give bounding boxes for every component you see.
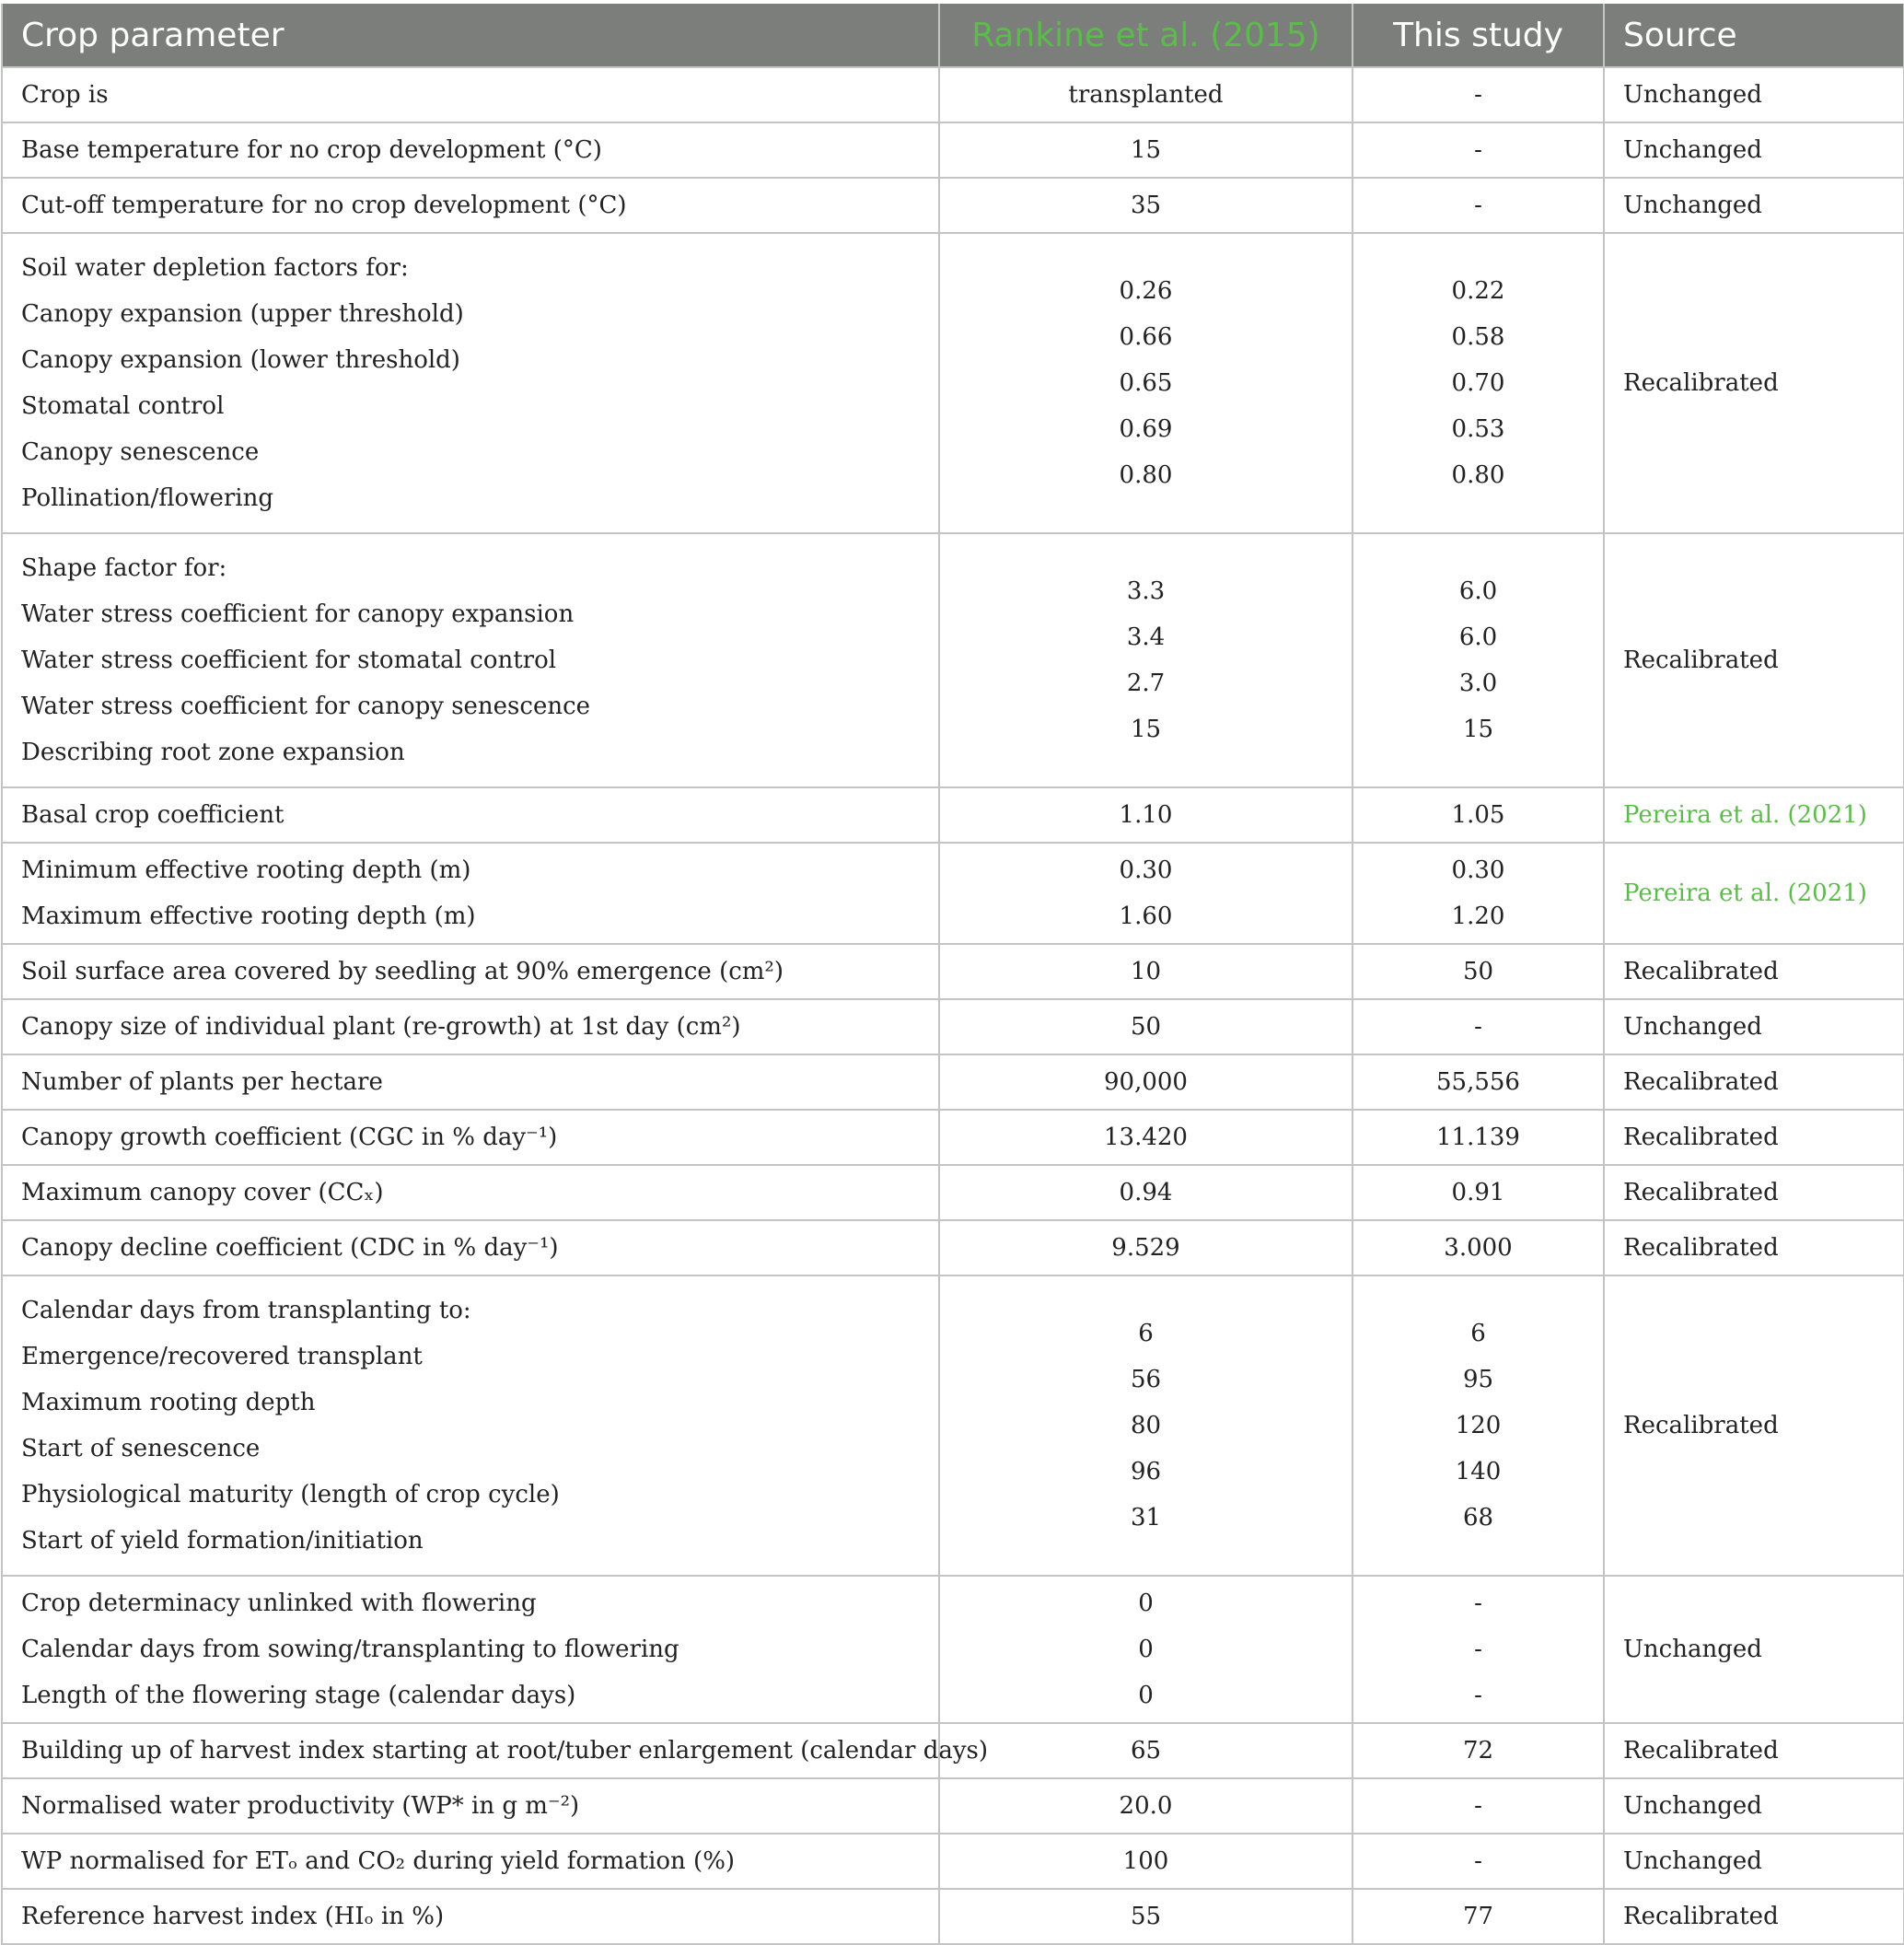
param-label: Physiological maturity (length of crop cycle) <box>21 1481 560 1508</box>
rankine-cell <box>939 1834 1353 1889</box>
rankine-value: 3.3 <box>1126 577 1166 605</box>
source-cell: Recalibrated <box>1604 944 1904 999</box>
param-label: Building up of harvest index starting at root/tuber enlargement (calendar days) <box>21 1737 989 1764</box>
param-label: Canopy senescence <box>21 438 260 466</box>
rankine-cell <box>939 944 1353 999</box>
rankine-value: 1.10 <box>1119 801 1173 829</box>
study-value: - <box>1474 136 1482 164</box>
param-cell <box>2 122 939 178</box>
study-cell <box>1353 1165 1604 1220</box>
param-label: Canopy expansion (lower threshold) <box>21 346 460 374</box>
param-label: Crop determinacy unlinked with flowering <box>21 1590 537 1617</box>
table-row <box>2 787 1904 843</box>
param-label: Maximum rooting depth <box>21 1389 316 1416</box>
param-label: Number of plants per hectare <box>21 1068 383 1096</box>
param-label: WP normalised for ETₒ and CO₂ during yield formation (%) <box>21 1847 736 1875</box>
study-value: 0.53 <box>1451 415 1505 443</box>
source-cell: Recalibrated <box>1604 1220 1904 1275</box>
study-cell <box>1353 1110 1604 1165</box>
param-cell <box>2 1576 939 1723</box>
rankine-cell <box>939 999 1353 1054</box>
rankine-value: 35 <box>1130 192 1162 219</box>
source-cell: Recalibrated <box>1604 1723 1904 1778</box>
rankine-value: 1.60 <box>1119 903 1173 930</box>
table-row <box>2 1834 1904 1889</box>
param-label: Canopy expansion (upper threshold) <box>21 300 464 328</box>
study-value: - <box>1474 1590 1482 1617</box>
study-cell <box>1353 843 1604 944</box>
rankine-value: 0 <box>1138 1682 1154 1709</box>
table-row <box>2 122 1904 178</box>
rankine-cell <box>939 1165 1353 1220</box>
rankine-cell <box>939 1275 1353 1576</box>
source-cell: Recalibrated <box>1604 1165 1904 1220</box>
param-cell <box>2 944 939 999</box>
param-label: Reference harvest index (HIₒ in %) <box>21 1903 445 1930</box>
rankine-value: 0 <box>1138 1636 1154 1663</box>
rankine-cell <box>939 787 1353 843</box>
param-label: Calendar days from transplanting to: <box>21 1297 471 1324</box>
rankine-cell <box>939 1723 1353 1778</box>
rankine-cell <box>939 1110 1353 1165</box>
study-value: 140 <box>1455 1458 1502 1485</box>
param-label: Crop is <box>21 81 109 109</box>
rankine-cell <box>939 67 1353 122</box>
param-cell <box>2 67 939 122</box>
source-cell: Recalibrated <box>1604 1110 1904 1165</box>
rankine-value: 0.26 <box>1119 277 1173 305</box>
source-cell: Recalibrated <box>1604 1054 1904 1110</box>
rankine-value: 0.94 <box>1119 1179 1173 1206</box>
table-row <box>2 1165 1904 1220</box>
study-value: 77 <box>1462 1903 1494 1930</box>
rankine-cell <box>939 233 1353 533</box>
study-cell <box>1353 1723 1604 1778</box>
rankine-value: 90,000 <box>1104 1068 1188 1096</box>
param-cell <box>2 1834 939 1889</box>
rankine-cell <box>939 1889 1353 1944</box>
param-label: Soil surface area covered by seedling at 90% emergence (cm²) <box>21 958 784 985</box>
param-cell <box>2 843 939 944</box>
param-cell <box>2 1110 939 1165</box>
study-value: 1.05 <box>1451 801 1505 829</box>
table-row <box>2 1110 1904 1165</box>
table-row <box>2 1723 1904 1778</box>
study-value: 15 <box>1462 716 1494 743</box>
study-cell <box>1353 999 1604 1054</box>
study-cell <box>1353 1834 1604 1889</box>
table-row <box>2 999 1904 1054</box>
rankine-cell <box>939 122 1353 178</box>
study-value: 95 <box>1462 1366 1494 1393</box>
study-value: - <box>1474 1847 1482 1875</box>
param-label: Normalised water productivity (WP* in g m⁻²) <box>21 1792 580 1820</box>
study-value: 50 <box>1462 958 1494 985</box>
param-label: Describing root zone expansion <box>21 739 405 766</box>
source-cell: Unchanged <box>1604 67 1904 122</box>
param-label: Water stress coefficient for stomatal control <box>21 646 557 674</box>
param-cell <box>2 787 939 843</box>
table-row <box>2 67 1904 122</box>
param-cell <box>2 999 939 1054</box>
param-label: Maximum effective rooting depth (m) <box>21 903 476 930</box>
param-label: Basal crop coefficient <box>21 801 284 829</box>
rankine-value: 15 <box>1130 716 1162 743</box>
param-label: Cut-off temperature for no crop development (°C) <box>21 192 627 219</box>
table-row <box>2 533 1904 787</box>
rankine-cell <box>939 1220 1353 1275</box>
study-value: 55,556 <box>1436 1068 1520 1096</box>
study-cell <box>1353 1275 1604 1576</box>
rankine-value: 50 <box>1130 1013 1162 1041</box>
param-label: Water stress coefficient for canopy expansion <box>21 600 575 628</box>
param-label: Pollination/flowering <box>21 484 273 512</box>
param-cell <box>2 178 939 233</box>
study-cell <box>1353 233 1604 533</box>
study-value: - <box>1474 1682 1482 1709</box>
source-cell: Recalibrated <box>1604 1275 1904 1576</box>
study-value: 0.91 <box>1451 1179 1505 1206</box>
study-value: 6 <box>1470 1320 1486 1347</box>
rankine-cell <box>939 533 1353 787</box>
rankine-value: 0.66 <box>1119 323 1173 351</box>
study-value: 72 <box>1462 1737 1494 1764</box>
rankine-value: 2.7 <box>1126 670 1166 697</box>
study-value: - <box>1474 1013 1482 1041</box>
param-label: Maximum canopy cover (CCₓ) <box>21 1179 384 1206</box>
study-value: 0.80 <box>1451 461 1505 489</box>
study-cell <box>1353 944 1604 999</box>
study-value: 6.0 <box>1458 577 1498 605</box>
rankine-cell <box>939 1054 1353 1110</box>
crop-parameter-table <box>1 4 1904 1945</box>
source-cell: Unchanged <box>1604 178 1904 233</box>
study-cell <box>1353 1778 1604 1834</box>
param-label: Start of senescence <box>21 1435 261 1462</box>
param-cell <box>2 1723 989 1778</box>
study-value: 0.70 <box>1451 369 1505 397</box>
rankine-value: 0.80 <box>1119 461 1173 489</box>
rankine-value: 80 <box>1130 1412 1162 1439</box>
rankine-value: 0 <box>1138 1590 1154 1617</box>
study-value: 120 <box>1455 1412 1502 1439</box>
study-value: 0.22 <box>1451 277 1505 305</box>
param-cell <box>2 1220 939 1275</box>
rankine-value: 10 <box>1130 958 1162 985</box>
rankine-cell <box>939 1576 1353 1723</box>
param-label: Calendar days from sowing/transplanting to flowering <box>21 1636 679 1663</box>
rankine-value: 6 <box>1138 1320 1154 1347</box>
study-cell <box>1353 122 1604 178</box>
table-row <box>2 1576 1904 1723</box>
rankine-value: 3.4 <box>1126 623 1166 651</box>
source-cell: Unchanged <box>1604 999 1904 1054</box>
rankine-value: 56 <box>1130 1366 1162 1393</box>
param-label: Stomatal control <box>21 392 225 420</box>
table-row <box>2 1778 1904 1834</box>
rankine-cell <box>939 843 1353 944</box>
table-row <box>2 1275 1904 1576</box>
rankine-value: 13.420 <box>1104 1124 1188 1151</box>
rankine-value: 15 <box>1130 136 1162 164</box>
header-this-study: This study <box>1353 4 1604 67</box>
table-body <box>2 67 1904 1944</box>
param-label: Start of yield formation/initiation <box>21 1527 424 1555</box>
param-cell <box>2 233 939 533</box>
param-label: Minimum effective rooting depth (m) <box>21 856 471 884</box>
header-rankine-link[interactable]: Rankine et al. (2015) <box>939 4 1353 67</box>
study-value: 11.139 <box>1436 1124 1520 1151</box>
table-header <box>2 4 1904 67</box>
rankine-cell <box>939 178 1353 233</box>
study-value: - <box>1474 81 1482 109</box>
study-value: - <box>1474 1636 1482 1663</box>
table-row <box>2 1220 1904 1275</box>
study-cell <box>1353 178 1604 233</box>
param-label: Length of the flowering stage (calendar days) <box>21 1682 576 1709</box>
rankine-value: 31 <box>1130 1504 1162 1532</box>
param-cell <box>2 1275 939 1576</box>
study-cell <box>1353 1220 1604 1275</box>
param-label: Soil water depletion factors for: <box>21 254 409 282</box>
param-label: Emergence/recovered transplant <box>21 1343 423 1370</box>
header-row <box>2 4 1904 67</box>
rankine-cell <box>939 1778 1353 1834</box>
rankine-value: 100 <box>1122 1847 1169 1875</box>
param-label: Canopy size of individual plant (re-growth) at 1st day (cm²) <box>21 1013 741 1041</box>
header-source: Source <box>1604 4 1904 67</box>
study-value: 3.0 <box>1458 670 1498 697</box>
study-value: 0.58 <box>1451 323 1505 351</box>
param-label: Shape factor for: <box>21 554 227 582</box>
study-value: 3.000 <box>1444 1234 1513 1262</box>
param-cell <box>2 1778 939 1834</box>
study-cell <box>1353 533 1604 787</box>
study-value: - <box>1474 192 1482 219</box>
source-cell: Unchanged <box>1604 1778 1904 1834</box>
study-value: - <box>1474 1792 1482 1820</box>
table-row <box>2 233 1904 533</box>
source-cell: Unchanged <box>1604 1576 1904 1723</box>
param-label: Water stress coefficient for canopy senescence <box>21 693 591 720</box>
study-cell <box>1353 787 1604 843</box>
study-cell <box>1353 67 1604 122</box>
param-cell <box>2 1889 939 1944</box>
param-label: Canopy growth coefficient (CGC in % day⁻¹) <box>21 1124 558 1151</box>
table-row <box>2 1054 1904 1110</box>
source-link-pereira[interactable]: Pereira et al. (2021) <box>1604 843 1904 944</box>
header-crop-parameter: Crop parameter <box>2 4 939 67</box>
rankine-value: 55 <box>1130 1903 1162 1930</box>
param-label: Canopy decline coefficient (CDC in % day⁻¹) <box>21 1234 559 1262</box>
source-link-pereira[interactable]: Pereira et al. (2021) <box>1604 787 1904 843</box>
rankine-value: 9.529 <box>1111 1234 1180 1262</box>
study-value: 68 <box>1462 1504 1494 1532</box>
source-cell: Recalibrated <box>1604 1889 1904 1944</box>
study-value: 6.0 <box>1458 623 1498 651</box>
rankine-value: 20.0 <box>1119 1792 1173 1820</box>
param-cell <box>2 1054 939 1110</box>
table-row <box>2 1889 1904 1944</box>
source-cell: Unchanged <box>1604 122 1904 178</box>
rankine-value: 0.69 <box>1119 415 1173 443</box>
study-cell <box>1353 1889 1604 1944</box>
table-row <box>2 944 1904 999</box>
rankine-value: 65 <box>1130 1737 1162 1764</box>
source-cell: Recalibrated <box>1604 533 1904 787</box>
table-row <box>2 843 1904 944</box>
source-cell: Recalibrated <box>1604 233 1904 533</box>
study-cell <box>1353 1054 1604 1110</box>
param-cell <box>2 533 939 787</box>
rankine-value: transplanted <box>1068 81 1224 109</box>
rankine-value: 0.65 <box>1119 369 1173 397</box>
study-value: 1.20 <box>1451 903 1505 930</box>
rankine-value: 96 <box>1130 1458 1162 1485</box>
study-cell <box>1353 1576 1604 1723</box>
param-label: Base temperature for no crop development (°C) <box>21 136 602 164</box>
study-value: 0.30 <box>1451 856 1505 884</box>
table-row <box>2 178 1904 233</box>
source-cell: Unchanged <box>1604 1834 1904 1889</box>
param-cell <box>2 1165 939 1220</box>
rankine-value: 0.30 <box>1119 856 1173 884</box>
